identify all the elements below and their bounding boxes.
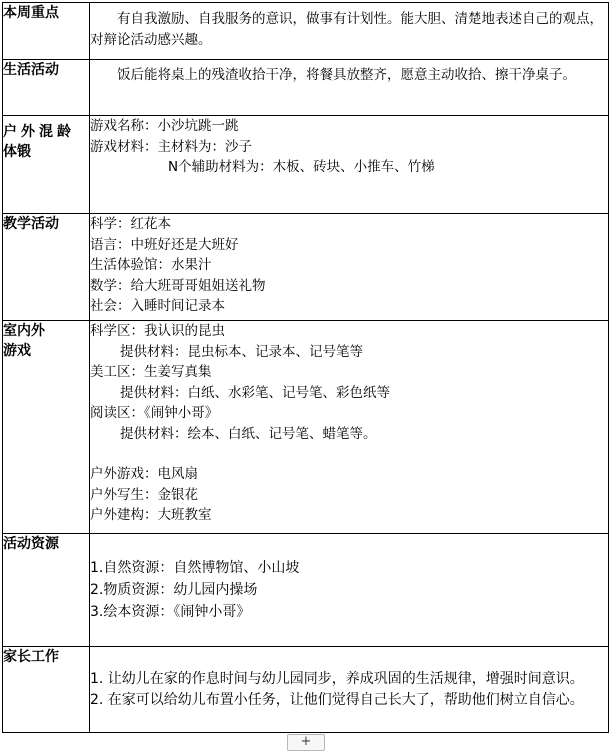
teaching-language: 语言：中班好还是大班好 [90, 236, 239, 253]
games-science-material: 提供材料：昆虫标本、记录本、记号笔等 [120, 343, 363, 360]
outdoor-game-name: 游戏名称：小沙坑跳一跳 [90, 118, 239, 134]
row-resources [3, 534, 609, 647]
games-reading-material: 提供材料：绘本、白纸、记号笔、蜡笔等。 [120, 425, 377, 442]
teaching-life-hall: 生活体验馆：水果汁 [90, 257, 212, 273]
row-weekly-focus [3, 3, 609, 60]
label-parent-work: 家长工作 [3, 647, 90, 733]
cell-resources[interactable] [90, 534, 609, 647]
games-spacer [90, 444, 608, 464]
label-teaching-activity: 教学活动 [3, 214, 90, 321]
cell-outdoor-exercise[interactable] [90, 116, 609, 214]
label-outdoor-line1: 户外混龄 [3, 124, 71, 140]
text-weekly-focus: 有自我激励、自我服务的意识，做事有计划性。能大胆、清楚地表述自己的观点，对辩论活动感兴趣。 [90, 11, 603, 48]
games-outdoor-game: 户外游戏：电风扇 [90, 466, 198, 482]
label-weekly-focus: 本周重点 [3, 3, 90, 60]
label-games [3, 321, 90, 534]
teaching-society: 社会：入睡时间记录本 [90, 298, 225, 314]
text-life-activity: 饭后能将桌上的残渣收拾干净，将餐具放整齐，愿意主动收拾、擦干净桌子。 [117, 67, 576, 83]
row-life-activity [3, 60, 609, 116]
row-parent-work [3, 647, 609, 733]
label-outdoor-exercise [3, 116, 90, 214]
teaching-science: 科学：红花本 [90, 216, 171, 232]
label-outdoor-line2: 体锻 [3, 144, 31, 160]
cell-parent-work[interactable] [90, 647, 609, 733]
cell-life-activity[interactable] [90, 60, 609, 116]
outdoor-aux-material: N个辅助材料为：木板、砖块、小推车、竹梯 [168, 159, 435, 175]
cell-weekly-focus[interactable] [90, 3, 609, 60]
resources-material: 2.物质资源：幼儿园内操场 [90, 582, 258, 598]
games-outdoor-sketch: 户外写生：金银花 [90, 486, 198, 503]
row-games [3, 321, 609, 534]
cell-games[interactable] [90, 321, 609, 534]
games-outdoor-build: 户外建构：大班教室 [90, 507, 212, 523]
teaching-math: 数学：给大班哥哥姐姐送礼物 [90, 277, 266, 294]
resources-picture-book: 3.绘本资源：《闹钟小哥》 [90, 604, 251, 620]
resources-nature: 1.自然资源：自然博物馆、小山坡 [90, 560, 300, 576]
parent-work-item-1: 1. 让幼儿在家的作息时间与幼儿园同步，养成巩固的生活规律，增强时间意识。 [90, 671, 584, 687]
cell-teaching-activity[interactable] [90, 214, 609, 321]
games-science-area: 科学区：我认识的昆虫 [90, 323, 225, 339]
label-resources: 活动资源 [3, 534, 90, 647]
games-reading-area: 阅读区：《闹钟小哥》 [90, 405, 219, 421]
games-art-area: 美工区：生姜写真集 [90, 364, 212, 380]
outdoor-game-material: 游戏材料：主材料为：沙子 [90, 138, 252, 155]
label-games-line2: 游戏 [3, 343, 31, 359]
weekly-plan-table [2, 2, 609, 733]
label-games-line1: 室内外 [3, 323, 45, 339]
row-teaching-activity [3, 214, 609, 321]
add-row-button[interactable]: + [287, 734, 325, 751]
label-life-activity: 生活活动 [3, 60, 90, 116]
parent-work-item-2: 2. 在家可以给幼儿布置小任务，让他们觉得自己长大了，帮助他们树立自信心。 [90, 691, 584, 708]
games-art-material: 提供材料：白纸、水彩笔、记号笔、彩色纸等 [120, 384, 390, 401]
row-outdoor-exercise [3, 116, 609, 214]
